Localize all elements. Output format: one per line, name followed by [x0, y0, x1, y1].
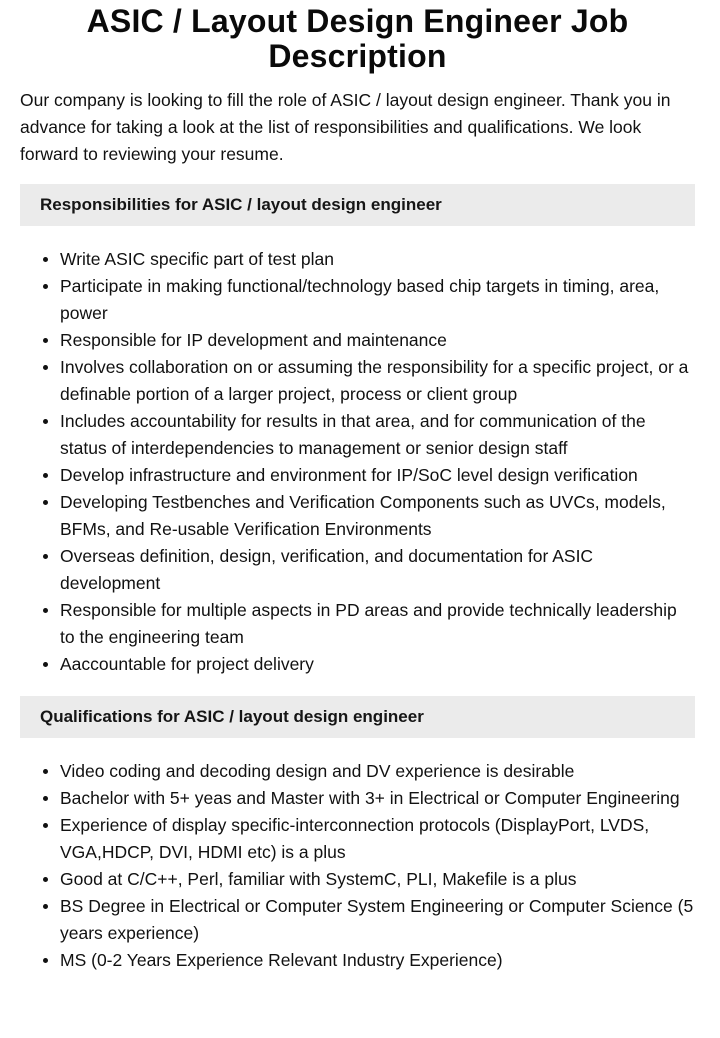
list-item [60, 947, 695, 974]
list-item [60, 597, 695, 651]
list-item-text: Participate in making functional/technology based chip targets in timing, area, power [60, 276, 660, 323]
list-item-text: Write ASIC specific part of test plan [60, 249, 334, 269]
list-item [60, 246, 695, 273]
list-item [60, 812, 695, 866]
list-item-text: Develop infrastructure and environment for IP/SoC level design verification [60, 465, 638, 485]
qualifications-list [20, 758, 695, 974]
bullet-icon [43, 365, 48, 370]
responsibilities-list [20, 246, 695, 678]
list-item [60, 408, 695, 462]
list-item-text: Good at C/C++, Perl, familiar with SystemC, PLI, Makefile is a plus [60, 869, 577, 889]
list-item [60, 273, 695, 327]
list-item-text: BS Degree in Electrical or Computer System Engineering or Computer Science (5 years experience) [60, 896, 694, 943]
list-item [60, 866, 695, 893]
bullet-icon [43, 904, 48, 909]
list-item [60, 489, 695, 543]
list-item-text: Developing Testbenches and Verification Components such as UVCs, models, BFMs, and Re-usable Verification Environments [60, 492, 666, 539]
bullet-icon [43, 554, 48, 559]
list-item [60, 462, 695, 489]
bullet-icon [43, 769, 48, 774]
list-item-text: Includes accountability for results in that area, and for communication of the status of interdependencies to management or senior design staff [60, 411, 646, 458]
list-item [60, 758, 695, 785]
intro-paragraph: Our company is looking to fill the role of ASIC / layout design engineer. Thank you in advance for taking a look at the list of responsibilities and qualifications. We look forward to reviewing your resume. [20, 90, 671, 164]
list-item-text: Experience of display specific-interconnection protocols (DisplayPort, LVDS, VGA,HDCP, DVI, HDMI etc) is a plus [60, 815, 650, 862]
bullet-icon [43, 796, 48, 801]
list-item [60, 785, 695, 812]
list-item [60, 354, 695, 408]
list-item-text: Bachelor with 5+ yeas and Master with 3+ in Electrical or Computer Engineering [60, 788, 680, 808]
bullet-icon [43, 877, 48, 882]
bullet-icon [43, 662, 48, 667]
qualifications-heading: Qualifications for ASIC / layout design engineer [20, 696, 695, 738]
list-item-text: Video coding and decoding design and DV experience is desirable [60, 761, 575, 781]
responsibilities-heading: Responsibilities for ASIC / layout design engineer [20, 184, 695, 226]
bullet-icon [43, 958, 48, 963]
bullet-icon [43, 823, 48, 828]
bullet-icon [43, 419, 48, 424]
bullet-icon [43, 257, 48, 262]
list-item-text: Aaccountable for project delivery [60, 654, 314, 674]
list-item [60, 543, 695, 597]
list-item-text: Overseas definition, design, verification, and documentation for ASIC development [60, 546, 594, 593]
bullet-icon [43, 284, 48, 289]
list-item-text: MS (0-2 Years Experience Relevant Industry Experience) [60, 950, 503, 970]
bullet-icon [43, 500, 48, 505]
list-item [60, 327, 695, 354]
list-item [60, 651, 695, 678]
bullet-icon [43, 338, 48, 343]
bullet-icon [43, 473, 48, 478]
page-title: ASIC / Layout Design Engineer Job Description [86, 3, 629, 74]
list-item-text: Responsible for multiple aspects in PD areas and provide technically leadership to the engineering team [60, 600, 677, 647]
list-item-text: Involves collaboration on or assuming the responsibility for a specific project, or a definable portion of a larger project, process or client group [60, 357, 689, 404]
list-item-text: Responsible for IP development and maintenance [60, 330, 447, 350]
list-item [60, 893, 695, 947]
bullet-icon [43, 608, 48, 613]
